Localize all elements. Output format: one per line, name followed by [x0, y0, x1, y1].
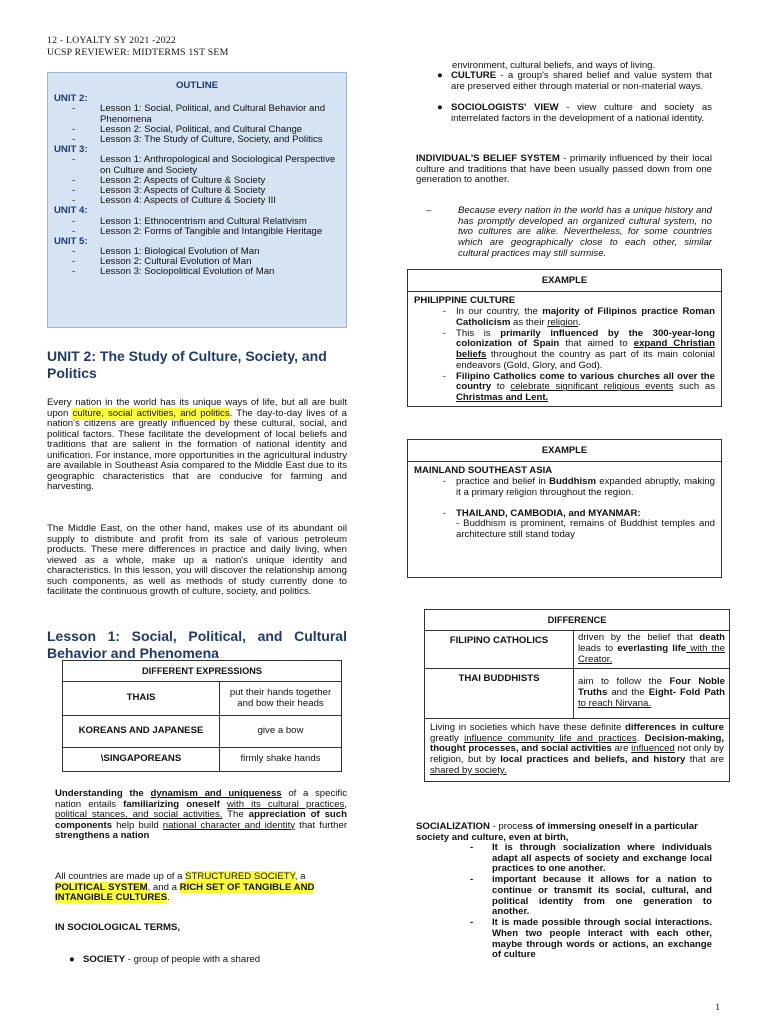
socialization-item: - It is made possible through social interactions. When two people interact with each other, maybe through words or actions, an exchange of culture — [470, 917, 712, 961]
outline-unit-5: UNIT 5: — [54, 235, 88, 247]
outline-lesson: - Lesson 1: Anthropological and Sociological Perspective on Culture and Society — [72, 154, 336, 176]
expression-group: KOREANS AND JAPANESE — [63, 716, 220, 748]
expression-action: give a bow — [220, 716, 342, 748]
example-header: EXAMPLE — [408, 440, 721, 462]
expression-action: put their hands together and bow their heads — [220, 682, 342, 716]
outline-lesson: - Lesson 1: Ethnocentrism and Cultural Relativism — [72, 215, 307, 227]
example-item: - This is primarily influenced by the 300-year-long colonization of Spain that aimed to expand Christian beliefs throughout the country as part of its main colonial endeavors (Gold, Glory, and God). — [442, 327, 715, 371]
difference-description: aim to follow the Four Noble Truths and the Eight- Fold Path to reach Nirvana. — [574, 669, 730, 719]
outline-lesson: - Lesson 1: Social, Political, and Cultural Behavior and Phenomena — [72, 103, 326, 125]
outline-lesson: - Lesson 4: Aspects of Culture & Society III — [72, 194, 276, 206]
culture-bullet: ● CULTURE - a group's shared belief and value system that are preserved either through material or non-material ways. — [437, 70, 712, 92]
society-bullet-continuation: environment, cultural beliefs, and ways of living. — [452, 60, 656, 71]
example-item: - practice and belief in Buddhism expanded abruptly, making it a primary religion throughout the region. — [442, 476, 715, 498]
sociologists-bullet: ● SOCIOLOGISTS' VIEW - view culture and society as interrelated factors in the development of a national identity. — [437, 102, 712, 124]
outline-box — [47, 72, 347, 328]
outline-unit-2: UNIT 2: — [54, 92, 88, 104]
outline-title: OUTLINE — [175, 80, 219, 91]
note-paragraph: – Because every nation in the world has a unique history and has promptly developed an organized cultural system, no two cultures are alike. Nevertheless, for some countries which are geographically close to each other, similar cultural practices may still surmise. — [426, 205, 712, 259]
example-item: - Filipino Catholics come to various churches all over the country to celebrate significant religious events such as Christmas and Lent. — [442, 370, 715, 404]
outline-lesson: - Lesson 2: Social, Political, and Cultural Change — [72, 123, 303, 135]
difference-group: THAI BUDDHISTS — [425, 669, 574, 719]
example-title: MAINLAND SOUTHEAST ASIA — [414, 464, 553, 476]
outline-lesson: - Lesson 3: Sociopolitical Evolution of Man — [72, 266, 275, 278]
outline-unit-4: UNIT 4: — [54, 204, 88, 216]
difference-footnote: Living in societies which have these definite differences in culture greatly influence community life and practices. Decision-making, thought processes, and social activities are influenced not only by religion, but by local practices and beliefs, and history that are shared by society. — [425, 719, 730, 782]
outline-lesson: - Lesson 2: Forms of Tangible and Intangible Heritage — [72, 225, 323, 237]
expression-group: THAIS — [63, 682, 220, 716]
page-number: 1 — [715, 1002, 720, 1013]
sociological-terms-heading: IN SOCIOLOGICAL TERMS, — [55, 922, 181, 933]
outline-lesson: - Lesson 2: Cultural Evolution of Man — [72, 256, 252, 268]
expression-group: \SINGAPOREANS — [63, 748, 220, 772]
expressions-table — [62, 660, 342, 772]
society-bullet: ● SOCIETY - group of people with a shared — [69, 954, 261, 965]
socialization-item: - important because it allows for a nation to continue or transmit its social, cultural, and political identity from one generation to another. — [470, 874, 712, 918]
expression-action: firmly shake hands — [220, 748, 342, 772]
outline-lesson: - Lesson 2: Aspects of Culture & Society — [72, 174, 266, 186]
understanding-paragraph: Understanding the dynamism and uniqueness of a specific nation entails familiarizing oneself with its cultural practices, political stances, and social activities. The appreciation of such components help build national character and identity that further strengthens a nation — [55, 788, 348, 842]
difference-description: driven by the belief that death leads to everlasting life with the Creator. — [574, 631, 730, 669]
socialization-paragraph: SOCIALIZATION - process of immersing oneself in a particular society and culture, even at birth, — [416, 821, 698, 843]
example-header: EXAMPLE — [408, 270, 721, 292]
difference-header: DIFFERENCE — [425, 610, 730, 631]
socialization-item: - It is through socialization where individuals adapt all aspects of society and exchange local practices to one another. — [470, 842, 712, 875]
outline-lesson: - Lesson 3: Aspects of Culture & Society — [72, 184, 266, 196]
doc-header-line1: 12 - LOYALTY SY 2021 -2022 — [47, 35, 177, 46]
intro-paragraph-1: Every nation in the world has its unique ways of life, but all are built upon culture, social activities, and politics. The day-to-day lives of a nation's citizens are greatly influenced by these cultural, social, and political factors. These facilitate the development of local beliefs and traditions that are salient in the formation of national identity and unification. For instance, more opportunities in the agricultural industry are available in Southeast Asia compared to the Middle East due to its geographic characteristics that are conducive for farming and harvesting. — [47, 397, 347, 493]
outline-unit-3: UNIT 3: — [54, 143, 88, 155]
structured-paragraph: All countries are made up of a STRUCTURED SOCIETY, a POLITICAL SYSTEM, and a RICH SET OF TANGIBLE AND INTANGIBLE CULTURES. — [55, 871, 315, 904]
expressions-header: DIFFERENT EXPRESSIONS — [63, 661, 342, 682]
belief-system-paragraph: INDIVIDUAL'S BELIEF SYSTEM - primarily influenced by their local culture and traditions that have been usually passed down from one generation to another. — [416, 153, 713, 186]
socialization-list — [470, 843, 712, 961]
unit-title: UNIT 2: The Study of Culture, Society, and Politics — [47, 348, 327, 381]
example-item: - In our country, the majority of Filipinos practice Roman Catholicism as their religion. — [442, 306, 715, 328]
difference-table — [424, 609, 730, 782]
example-box-philippines — [407, 269, 722, 407]
doc-header-line2: UCSP REVIEWER: MIDTERMS 1ST SEM — [47, 47, 229, 58]
example-title: PHILIPPINE CULTURE — [414, 294, 516, 306]
outline-lesson: - Lesson 1: Biological Evolution of Man — [72, 246, 260, 258]
outline-lesson: - Lesson 3: The Study of Culture, Society, and Politics — [72, 133, 323, 145]
lesson1-title: Lesson 1: Social, Political, and Cultural Behavior and Phenomena — [47, 628, 347, 661]
example-box-southeast-asia — [407, 439, 722, 578]
example-item: - THAILAND, CAMBODIA, and MYANMAR: - Buddhism is prominent, remains of Buddhist temples and architecture still stand today — [442, 507, 715, 541]
difference-group: FILIPINO CATHOLICS — [425, 631, 574, 669]
intro-paragraph-2: The Middle East, on the other hand, makes use of its abundant oil supply to distribute and profit from its sale of various petroleum products. These mere differences in practice and daily living, when viewed as a whole, make up a nation's unique identity and characteristics. In this lesson, you will discover the relationship among such components, as well as methods of study currently done to facilitate the continuous growth of culture, society, and politics. — [47, 523, 347, 598]
